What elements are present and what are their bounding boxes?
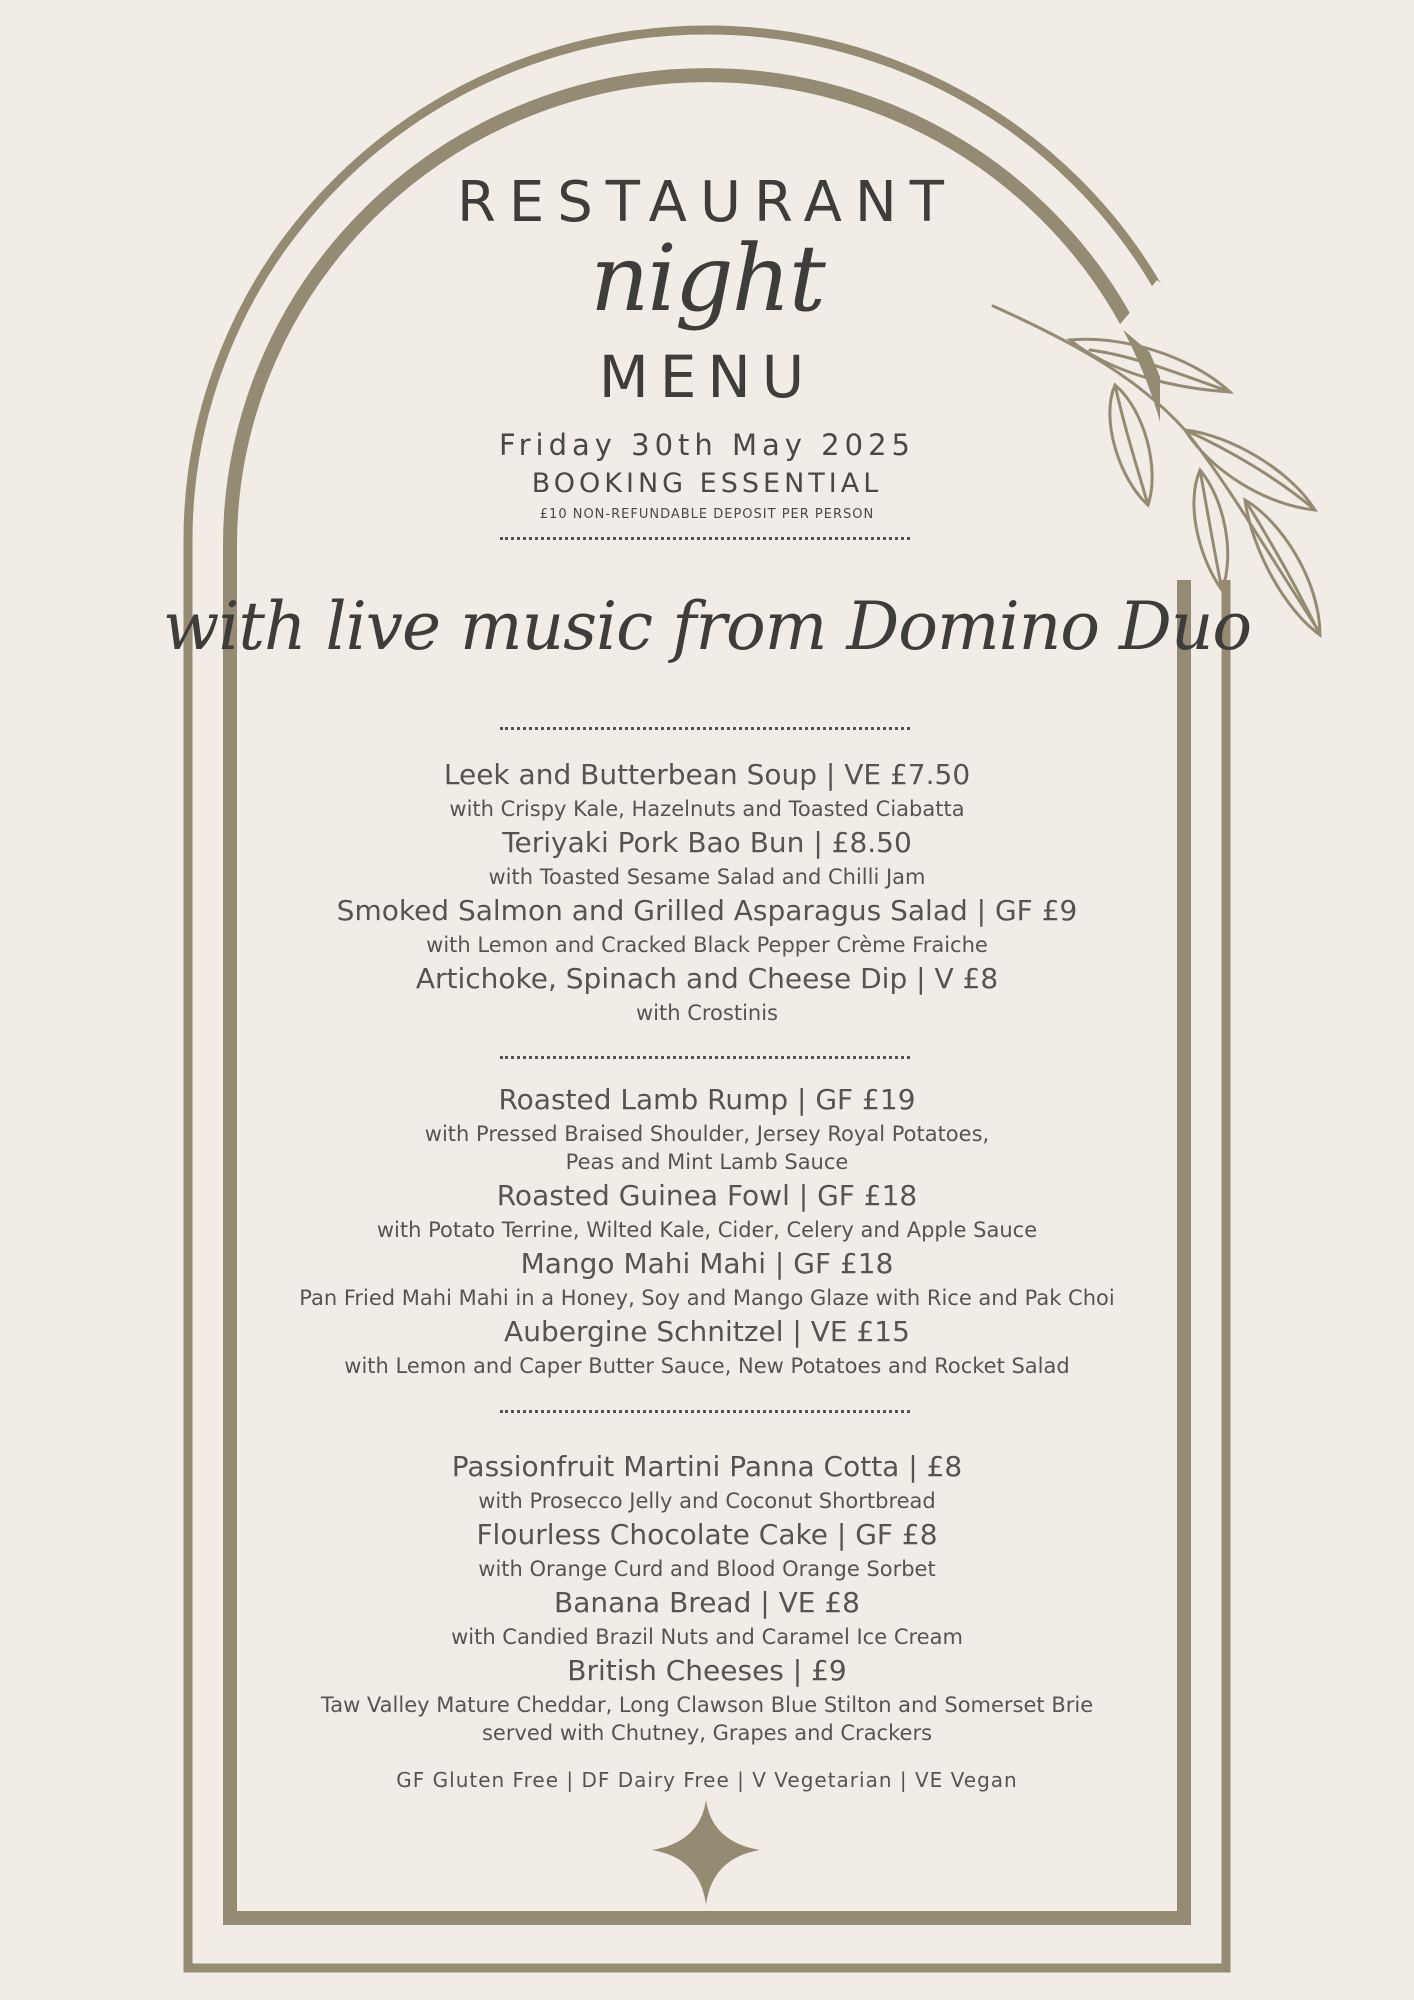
menu-item [0,1447,1414,1515]
menu-item [0,823,1414,891]
dish-name: Artichoke, Spinach and Cheese Dip | V £8 [415,962,999,995]
deposit-note: £10 NON-REFUNDABLE DEPOSIT PER PERSON [539,507,875,522]
menu-item [0,1244,1414,1312]
dish-description: with Lemon and Caper Butter Sauce, New Potatoes and Rocket Salad [344,1354,1070,1378]
divider [500,1410,910,1413]
dish-name: British Cheeses | £9 [567,1654,847,1687]
divider [500,537,910,540]
desserts-section [0,1447,1414,1747]
dietary-legend: GF Gluten Free | DF Dairy Free | V Vegetarian | VE Vegan [396,1768,1018,1792]
dish-name: Smoked Salmon and Grilled Asparagus Salad | GF £9 [336,894,1078,927]
menu-item [0,1583,1414,1651]
title-restaurant: RESTAURANT [456,170,958,235]
dish-name: Aubergine Schnitzel | VE £15 [504,1315,910,1348]
dish-name: Leek and Butterbean Soup | VE £7.50 [443,758,971,791]
dish-description: with Potato Terrine, Wilted Kale, Cider, Celery and Apple Sauce [376,1218,1038,1242]
dish-name: Teriyaki Pork Bao Bun | £8.50 [502,826,912,859]
menu-item [0,1176,1414,1244]
menu-item [0,959,1414,1027]
dish-name: Mango Mahi Mahi | GF £18 [520,1247,894,1280]
dish-name: Flourless Chocolate Cake | GF £8 [476,1518,938,1551]
dish-name: Passionfruit Martini Panna Cotta | £8 [451,1450,963,1483]
event-date: Friday 30th May 2025 [499,428,915,462]
starters-section [0,755,1414,1027]
mains-section [0,1080,1414,1380]
dish-description: Taw Valley Mature Cheddar, Long Clawson Blue Stilton and Somerset Brie [320,1693,1094,1717]
dish-description: with Toasted Sesame Salad and Chilli Jam [488,865,926,889]
live-music-script: with live music from Domino Duo [162,588,1252,665]
divider [500,1056,910,1059]
dish-description: Pan Fried Mahi Mahi in a Honey, Soy and Mango Glaze with Rice and Pak Choi [299,1286,1115,1310]
menu-item [0,1651,1414,1747]
sparkle-icon [652,1800,760,1905]
dish-description: with Pressed Braised Shoulder, Jersey Royal Potatoes, [424,1122,990,1146]
dish-description: with Prosecco Jelly and Coconut Shortbread [478,1489,936,1513]
booking-note: BOOKING ESSENTIAL [531,468,883,499]
dish-description: served with Chutney, Grapes and Crackers [481,1721,933,1745]
title-menu: MENU [598,343,816,411]
dish-description: with Candied Brazil Nuts and Caramel Ice Cream [451,1625,963,1649]
menu-item [0,1080,1414,1176]
menu-item [0,891,1414,959]
dish-description: with Lemon and Cracked Black Pepper Crème Fraiche [426,933,988,957]
dish-description: with Crispy Kale, Hazelnuts and Toasted Ciabatta [449,797,965,821]
dish-name: Roasted Guinea Fowl | GF £18 [496,1179,918,1212]
dish-name: Banana Bread | VE £8 [554,1586,860,1619]
dish-description: with Orange Curd and Blood Orange Sorbet [478,1557,936,1581]
menu-item [0,1312,1414,1380]
dish-description: with Crostinis [635,1001,778,1025]
menu-item [0,755,1414,823]
title-night-script: night [590,225,824,332]
divider [500,727,910,730]
menu-item [0,1515,1414,1583]
dish-description: Peas and Mint Lamb Sauce [565,1150,849,1174]
dish-name: Roasted Lamb Rump | GF £19 [498,1083,916,1116]
